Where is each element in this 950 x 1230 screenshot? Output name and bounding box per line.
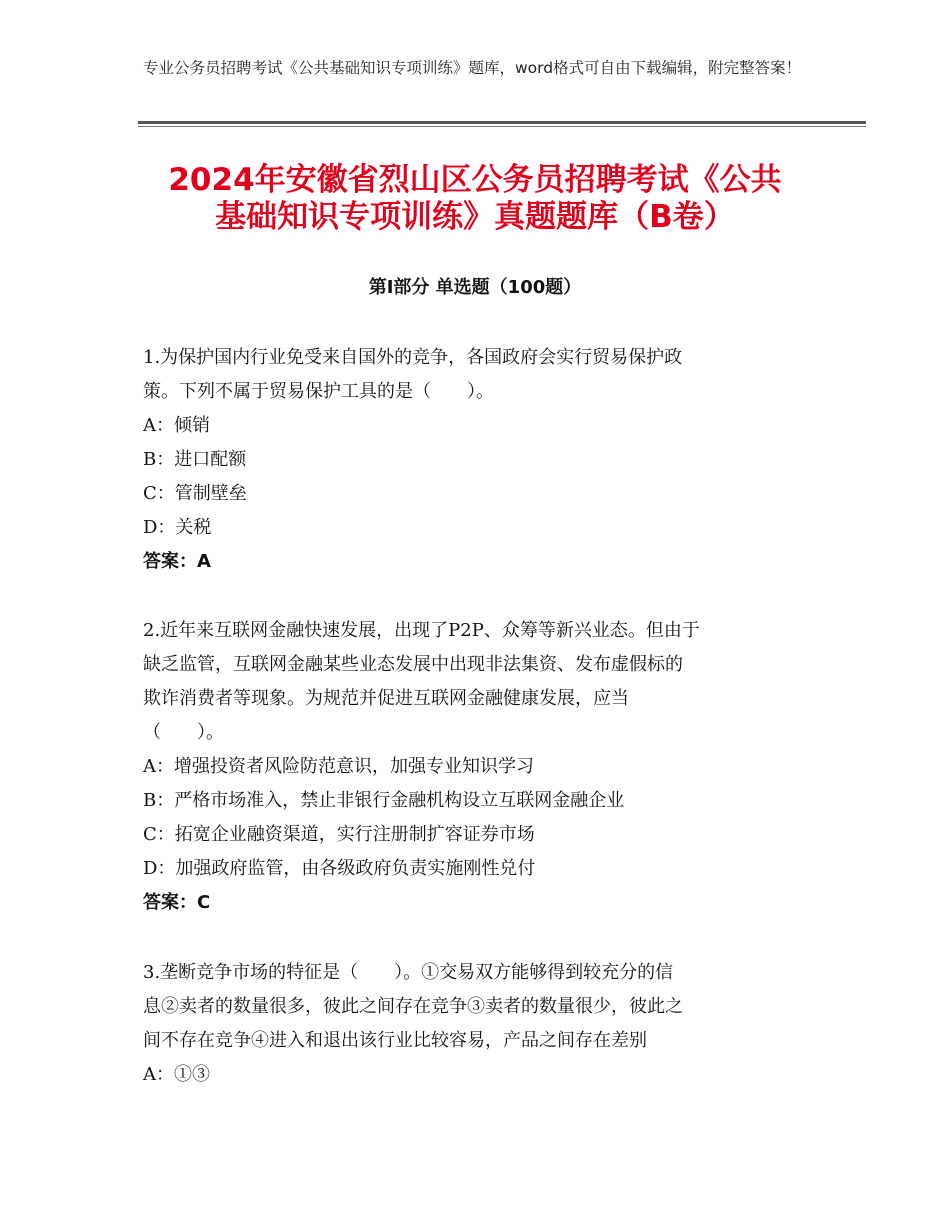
question-text-line: 1.为保护国内行业免受来自国外的竞争，各国政府会实行贸易保护政 bbox=[143, 347, 683, 368]
option-b: B：严格市场准入，禁止非银行金融机构设立互联网金融企业 bbox=[143, 790, 625, 811]
question-3 bbox=[143, 956, 813, 1092]
answer: 答案：C bbox=[143, 892, 211, 913]
option-c: C：管制壁垒 bbox=[143, 483, 247, 504]
title-line-1: 2024年安徽省烈山区公务员招聘考试《公共 bbox=[168, 162, 782, 198]
header-rule bbox=[138, 121, 866, 124]
question-text-line: 间不存在竞争④进入和退出该行业比较容易，产品之间存在差别 bbox=[143, 1030, 647, 1051]
question-text-line: 息②卖者的数量很多，彼此之间存在竞争③卖者的数量很少，彼此之 bbox=[143, 996, 683, 1017]
question-1 bbox=[143, 341, 813, 579]
option-d: D：加强政府监管，由各级政府负责实施刚性兑付 bbox=[143, 858, 536, 879]
option-b: B：进口配额 bbox=[143, 449, 247, 470]
option-a: A：增强投资者风险防范意识，加强专业知识学习 bbox=[143, 756, 534, 777]
title-line-2: 基础知识专项训练》真题题库（B卷） bbox=[215, 199, 735, 235]
question-text-line: 缺乏监管，互联网金融某些业态发展中出现非法集资、发布虚假标的 bbox=[143, 654, 683, 675]
option-a: A：倾销 bbox=[143, 415, 210, 436]
question-text-line: （ ）。 bbox=[143, 722, 224, 743]
option-c: C：拓宽企业融资渠道，实行注册制扩容证券市场 bbox=[143, 824, 535, 845]
header-note: 专业公务员招聘考试《公共基础知识专项训练》题库，word格式可自由下载编辑，附完整答案！ bbox=[143, 59, 802, 77]
question-text-line: 3.垄断竞争市场的特征是（ ）。①交易双方能够得到较充分的信 bbox=[143, 962, 674, 983]
option-d: D：关税 bbox=[143, 517, 212, 538]
question-text-line: 欺诈消费者等现象。为规范并促进互联网金融健康发展，应当 bbox=[143, 688, 629, 709]
section-heading: 第Ⅰ部分 单选题（100题） bbox=[368, 277, 582, 298]
question-text-line: 2.近年来互联网金融快速发展，出现了P2P、众筹等新兴业态。但由于 bbox=[143, 620, 700, 641]
document-title bbox=[120, 162, 830, 236]
question-text-line: 策。下列不属于贸易保护工具的是（ ）。 bbox=[143, 381, 494, 402]
header-rule-thin bbox=[138, 126, 866, 127]
answer: 答案：A bbox=[143, 551, 211, 572]
option-a: A：①③ bbox=[143, 1064, 210, 1085]
question-2 bbox=[143, 614, 813, 920]
